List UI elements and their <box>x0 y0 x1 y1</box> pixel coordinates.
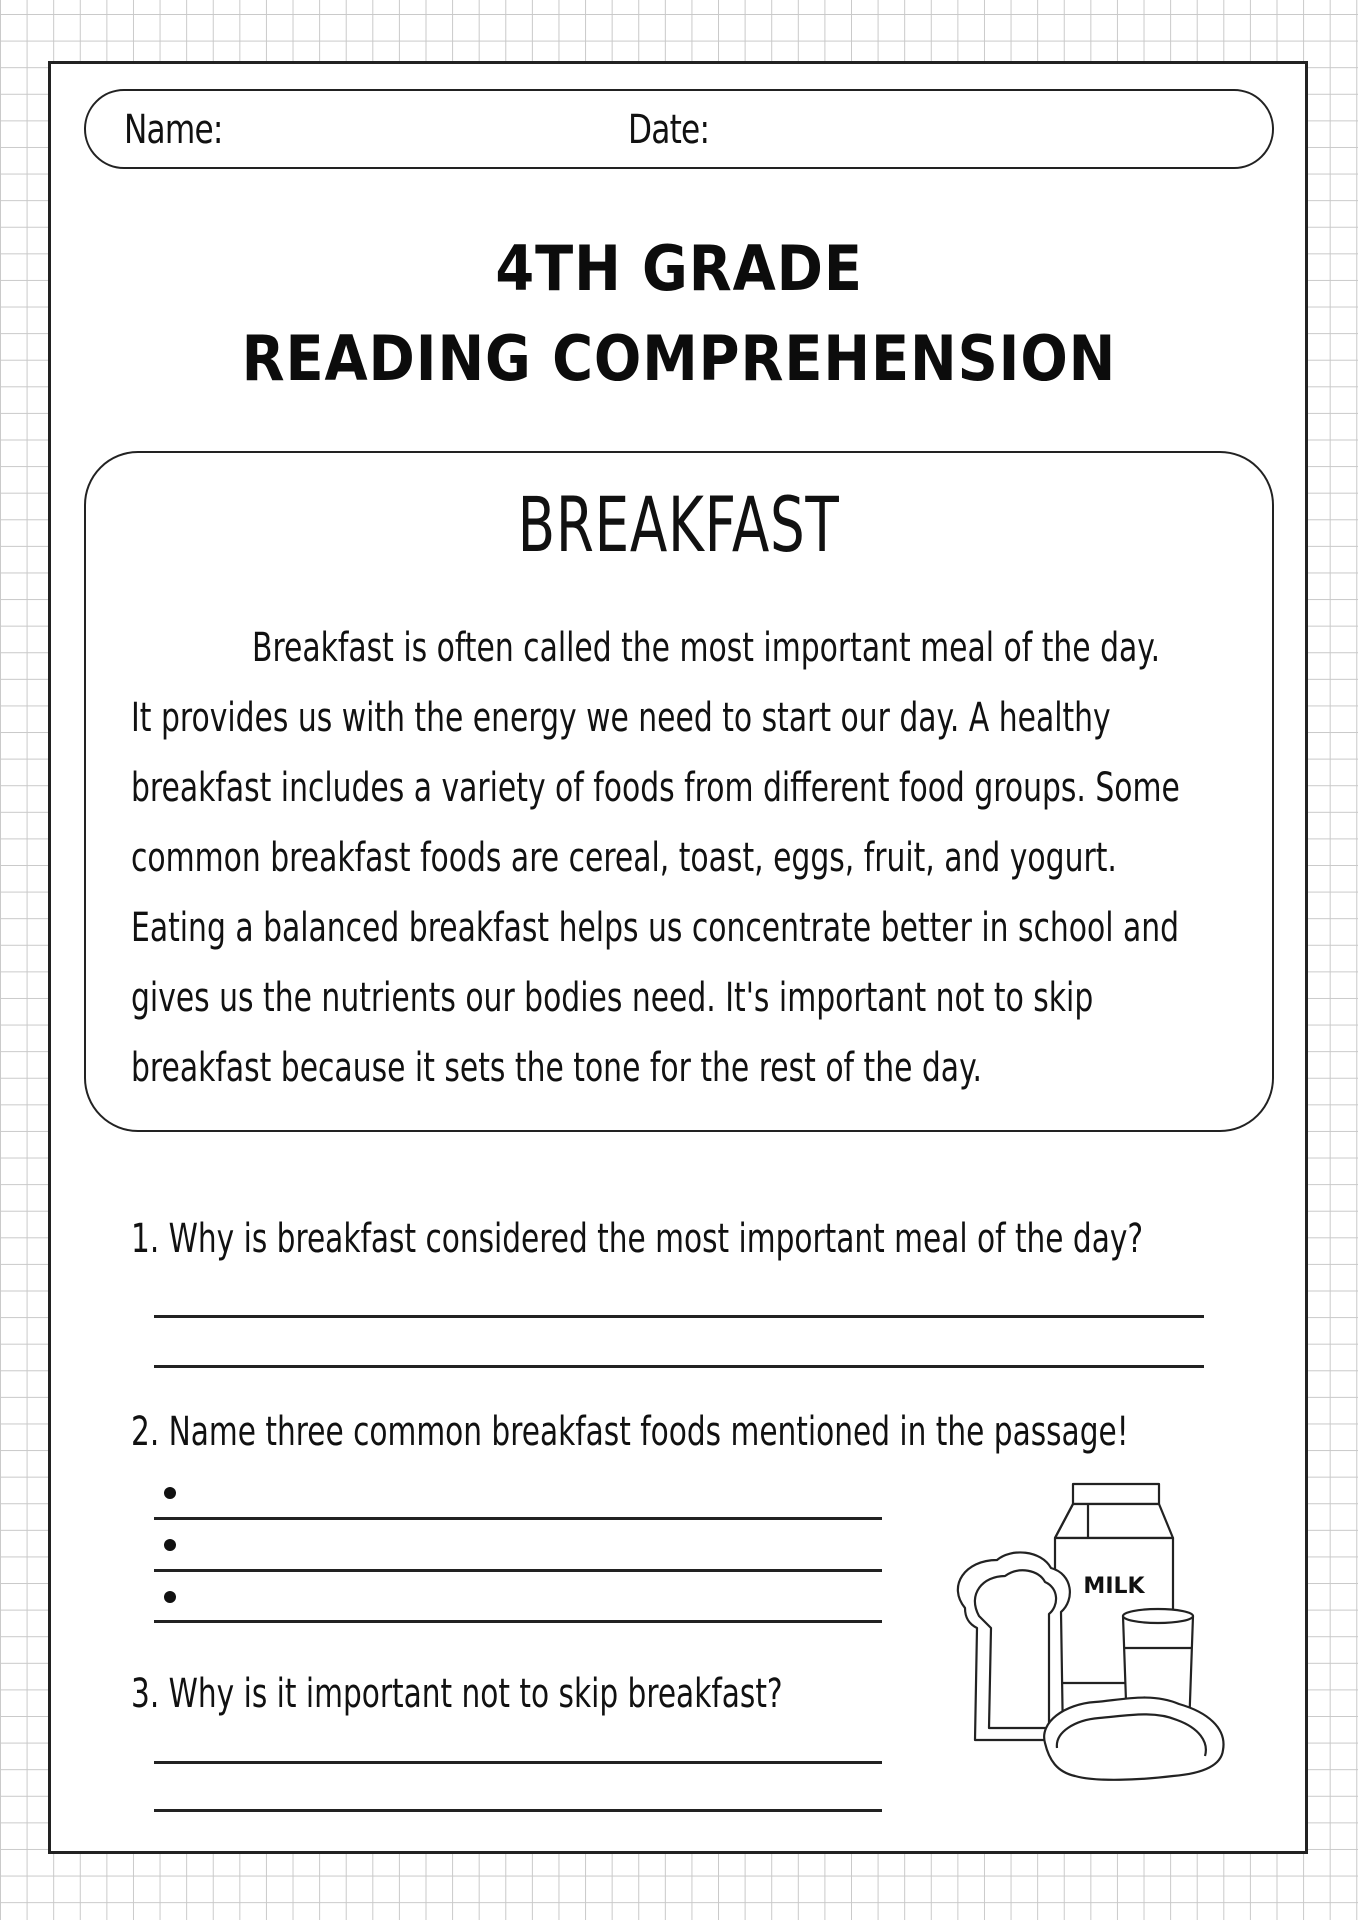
passage-line: breakfast includes a variety of foods from different food groups. Some <box>131 765 1180 811</box>
answer-line-2c[interactable] <box>154 1620 882 1623</box>
passage-line: gives us the nutrients our bodies need. It's important not to skip <box>131 975 1094 1021</box>
worksheet-title-line2: READING COMPREHENSION <box>241 322 1117 395</box>
question-1: 1. Why is breakfast considered the most important meal of the day? <box>131 1216 1144 1262</box>
name-date-bar <box>84 89 1274 169</box>
breakfast-milk-bread-icon <box>945 1478 1235 1798</box>
date-label: Date: <box>628 107 710 153</box>
answer-line-3a[interactable] <box>154 1761 882 1764</box>
bullet-icon <box>164 1591 176 1603</box>
bullet-icon <box>164 1539 176 1551</box>
worksheet-title-line1: 4TH GRADE <box>495 232 863 305</box>
milk-carton-label: MILK <box>1083 1574 1145 1599</box>
passage-title: BREAKFAST <box>518 480 840 569</box>
answer-line-1b[interactable] <box>154 1365 1204 1368</box>
question-3: 3. Why is it important not to skip breakfast? <box>131 1671 783 1717</box>
answer-line-2a[interactable] <box>154 1517 882 1520</box>
name-label: Name: <box>124 107 223 153</box>
bullet-icon <box>164 1487 176 1499</box>
answer-line-2b[interactable] <box>154 1569 882 1572</box>
passage-line: Eating a balanced breakfast helps us concentrate better in school and <box>131 905 1180 951</box>
question-2: 2. Name three common breakfast foods mentioned in the passage! <box>131 1409 1129 1455</box>
passage-line: common breakfast foods are cereal, toast, eggs, fruit, and yogurt. <box>131 835 1117 881</box>
passage-line: It provides us with the energy we need to start our day. A healthy <box>131 695 1111 741</box>
answer-line-1a[interactable] <box>154 1315 1204 1318</box>
answer-line-3b[interactable] <box>154 1809 882 1812</box>
passage-line: Breakfast is often called the most important meal of the day. <box>252 625 1161 671</box>
passage-line: breakfast because it sets the tone for the rest of the day. <box>131 1045 982 1091</box>
